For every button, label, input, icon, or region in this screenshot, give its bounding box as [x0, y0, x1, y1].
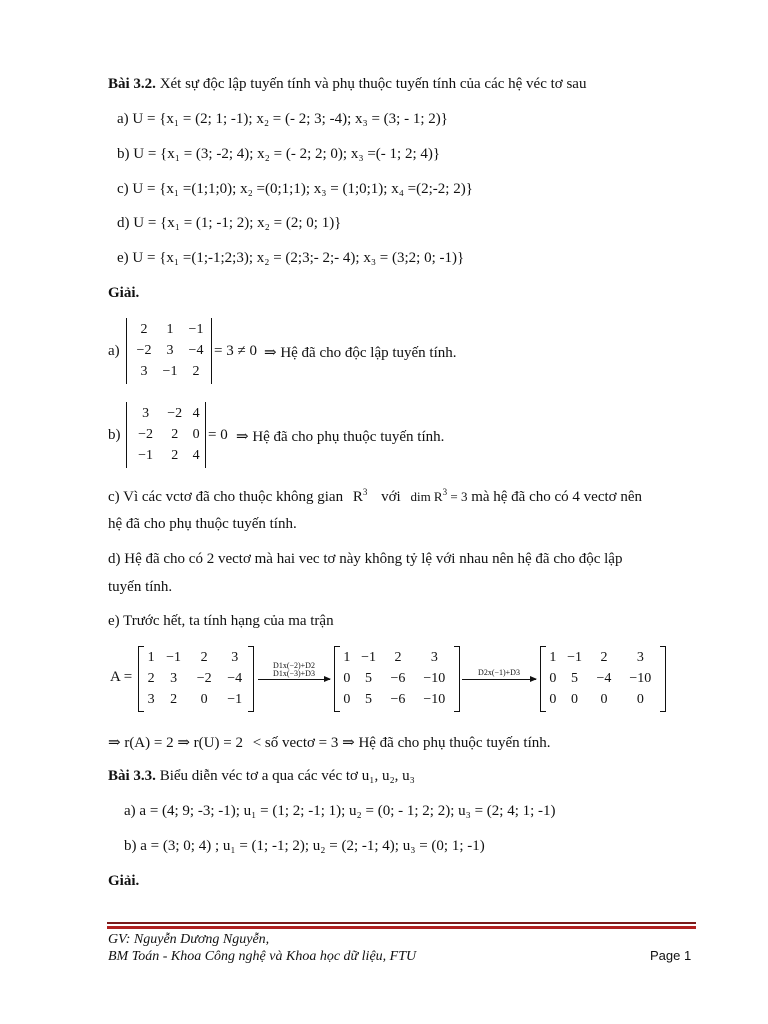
row-operation-arrow-2: D2x(−1)+D3: [462, 679, 536, 680]
item-label: e): [117, 250, 129, 266]
dimension: dim $R^3 = 3$: [410, 487, 468, 504]
item-label: b): [124, 838, 137, 854]
footer-author: GV: Nguyễn Dương Nguyễn,: [108, 932, 270, 947]
item-math: U = {x₁ = (1; -1; 2); x₂ = (2; 0; 1)}: [133, 215, 342, 231]
item-math: U = {x₁ = (2; 1; -1); x₂ = (- 2; 3; -4); x₃ = (3; - 1; 2)}: [132, 111, 448, 127]
space-symbol: $R^3$: [352, 487, 368, 505]
matrix-a: 1 −1 2 3 2 3 −2 −4 3 2 0 −1: [138, 646, 254, 712]
sol-a-determinant: 2 1 −1 −2 3 −4 3 −1 2: [126, 318, 212, 384]
item-math: U = {x₁ = (3; -2; 4); x₂ = (- 2; 2; 0); x₃ =(- 1; 2; 4)}: [133, 146, 441, 162]
problem-3-2-statement: Xét sự độc lập tuyến tính và phụ thuộc tuyến tính của các hệ véc tơ sau: [159, 76, 587, 92]
item-label: c): [117, 181, 129, 197]
sol-d-line2: tuyến tính.: [108, 579, 173, 595]
problem-3-3-heading: [108, 768, 415, 785]
matrix-step-3: 1 −1 2 3 0 5 −4 −10 0 0 0 0: [540, 646, 666, 712]
item-math: U = {x₁ =(1;-1;2;3); x₂ = (2;3;- 2;- 4); x₃ = (3;2; 0; -1)}: [132, 250, 465, 266]
problem-3-2-item-e: [117, 250, 464, 267]
sol-c-line2: hệ đã cho phụ thuộc tuyến tính.: [108, 516, 297, 532]
solution-heading: Giải.: [108, 285, 140, 301]
sol-a-label: a): [108, 343, 120, 359]
sol-b-value: = 0: [208, 427, 228, 443]
footer-page-number: Page 1: [650, 948, 692, 963]
sol-e-intro: e) Trước hết, ta tính hạng của ma trận: [108, 613, 334, 629]
footer-rule-red: [107, 926, 696, 929]
item-math: U = {x₁ =(1;1;0); x₂ =(0;1;1); x₃ = (1;0;1); x₄ =(2;-2; 2)}: [132, 181, 473, 197]
footer-rule-dark: [107, 922, 696, 924]
sol-a-conclusion: ⇒ Hệ đã cho độc lập tuyến tính.: [264, 345, 457, 361]
problem-3-2-item-d: [117, 215, 341, 232]
item-math: a = (3; 0; 4) ; u₁ = (1; -1; 2); u₂ = (2; -1; 4); u₃ = (0; 1; -1): [140, 838, 485, 854]
problem-3-3-statement: Biểu diễn véc tơ a qua các véc tơ u₁, u₂, u₃: [159, 768, 415, 784]
footer-department: BM Toán - Khoa Công nghệ và Khoa học dữ liệu, FTU: [108, 949, 417, 964]
matrix-name: A =: [110, 669, 133, 685]
problem-3-2-item-b: [117, 146, 440, 163]
problem-3-3-item-a: [124, 803, 556, 820]
sol-b-determinant: 3 −2 4 −2 2 0 −1 2 4: [126, 402, 206, 468]
sol-c-line1: c) Vì các vctơ đã cho thuộc không gian $R^3$ với dim $R^3 = 3$ mà hệ đã cho có 4 vectơ nên: [108, 487, 642, 505]
problem-3-2-item-a: [117, 111, 448, 128]
item-label: a): [117, 111, 129, 127]
solution-heading-2: Giải.: [108, 873, 140, 889]
row-operation-arrow-1: D1x(−2)+D2 D1x(−3)+D3: [258, 679, 330, 680]
sol-b-conclusion: ⇒ Hệ đã cho phụ thuộc tuyến tính.: [236, 429, 445, 445]
rank-conclusion: ⇒ r(A) = 2 ⇒ r(U) = 2 < số vectơ = 3 ⇒ Hệ đã cho phụ thuộc tuyến tính.: [108, 735, 551, 751]
item-label: a): [124, 803, 136, 819]
problem-3-3-item-b: [124, 838, 485, 855]
item-label: b): [117, 146, 130, 162]
matrix-step-2: 1 −1 2 3 0 5 −6 −10 0 5 −6 −10: [334, 646, 460, 712]
problem-3-2-heading: [108, 76, 586, 93]
item-math: a = (4; 9; -3; -1); u₁ = (1; 2; -1; 1); u₂ = (0; - 1; 2; 2); u₃ = (2; 4; 1; -1): [139, 803, 556, 819]
sol-b-label: b): [108, 427, 121, 443]
sol-a-value: = 3 ≠ 0: [214, 343, 257, 359]
problem-3-2-title: Bài 3.2.: [108, 76, 156, 92]
problem-3-2-item-c: [117, 181, 473, 198]
item-label: d): [117, 215, 130, 231]
problem-3-3-title: Bài 3.3.: [108, 768, 156, 784]
sol-d-line1: d) Hệ đã cho có 2 vectơ mà hai vec tơ này không tỷ lệ với nhau nên hệ đã cho độc lập: [108, 551, 623, 567]
